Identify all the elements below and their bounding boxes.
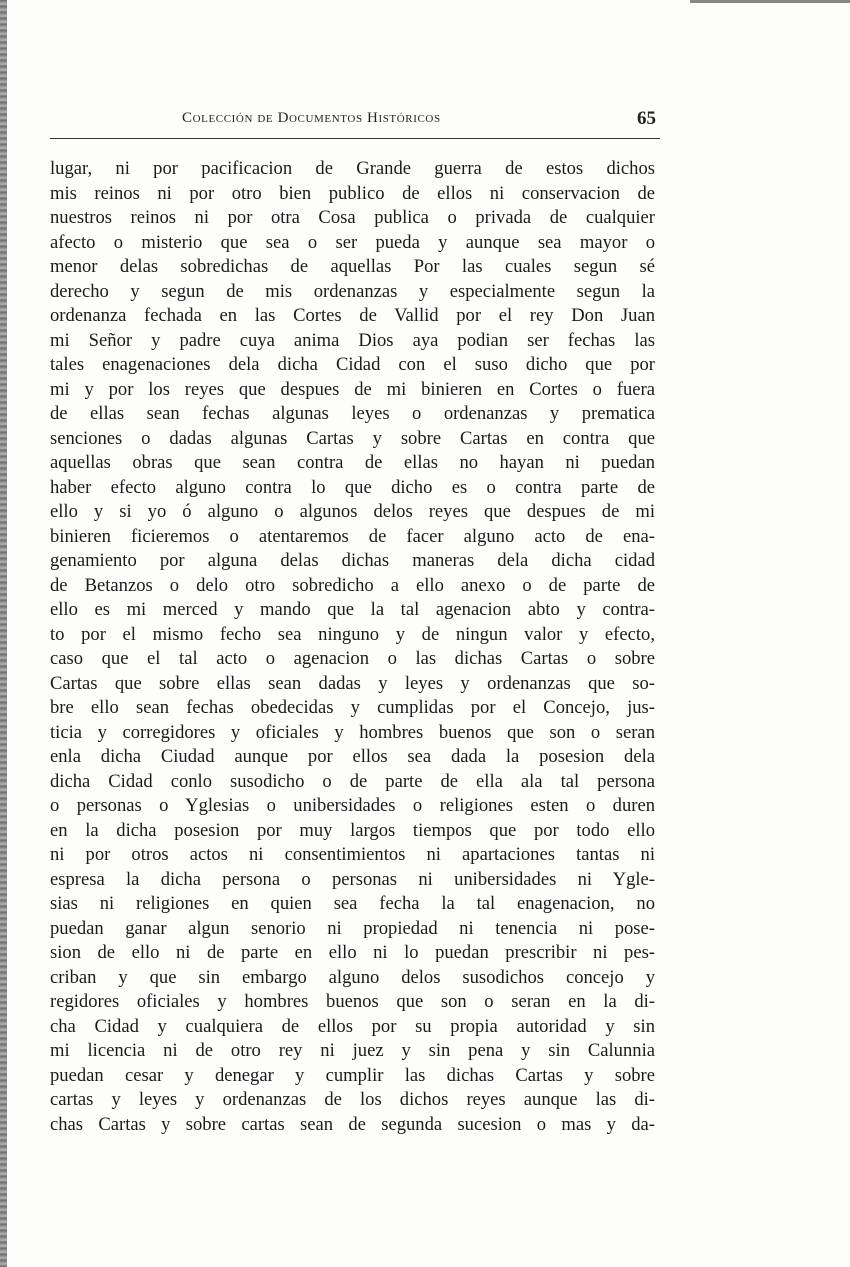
text-line: genamiento por alguna delas dichas maneras dela dicha cidad [50,550,655,571]
text-line: mi y por los reyes que despues de mi binieren en Cortes o fuera [50,378,655,400]
text-line: puedan cesar y denegar y cumplir las dichas Cartas y sobre [50,1064,655,1086]
text-line: chas Cartas y sobre cartas sean de segunda sucesion o mas y da- [50,1113,655,1135]
text-line: aquellas obras que sean contra de ellas no hayan ni puedan [50,452,655,473]
text-line: o personas o Yglesias o unibersidades o religiones esten o duren [50,795,655,816]
text-line: Cartas que sobre ellas sean dadas y leyes y ordenanzas que so- [50,672,655,694]
text-line: puedan ganar algun senorio ni propiedad ni tenencia ni pose- [50,917,655,939]
text-line: sias ni religiones en quien sea fecha la tal enagenacion, no [50,893,655,914]
text-line: mis reinos ni por otro bien publico de ellos ni conservacion de [50,182,655,204]
text-line: to por el mismo fecho sea ninguno y de ningun valor y efecto, [50,623,655,645]
text-line: espresa la dicha persona o personas ni unibersidades ni Ygle- [50,868,655,890]
text-line: en la dicha posesion por muy largos tiempos que por todo ello [50,819,655,841]
text-line: ticia y corregidores y oficiales y hombres buenos que son o seran [50,721,655,743]
scan-binding-edge [0,0,7,1267]
scan-top-edge [690,0,850,3]
text-line: dicha Cidad conlo susodicho o de parte de ella ala tal persona [50,770,655,792]
text-line: sion de ello ni de parte en ello ni lo puedan prescribir ni pes- [50,942,655,963]
text-line: ello es mi merced y mando que la tal agenacion abto y contra- [50,599,655,620]
text-line: ello y si yo ó alguno o algunos delos reyes que despues de mi [50,501,655,522]
text-line: bre ello sean fechas obedecidas y cumplidas por el Concejo, jus- [50,697,655,718]
text-line: derecho y segun de mis ordenanzas y especialmente segun la [50,280,655,302]
header-rule [50,138,660,139]
page-header [50,104,660,138]
text-line: cha Cidad y cualquiera de ellos por su propia autoridad y sin [50,1015,655,1037]
text-line: regidores oficiales y hombres buenos que son o seran en la di- [50,991,655,1012]
text-line: criban y que sin embargo alguno delos susodichos concejo y [50,966,655,988]
text-line: mi Señor y padre cuya anima Dios aya podian ser fechas las [50,329,655,351]
text-line: nuestros reinos ni por otra Cosa publica o privada de cualquier [50,207,655,228]
page-number: 65 [637,108,656,129]
running-title: Colección de Documentos Históricos [182,110,441,126]
text-line: enla dicha Ciudad aunque por ellos sea dada la posesion dela [50,746,655,767]
text-line: de ellas sean fechas algunas leyes o ordenanzas y prematica [50,403,655,424]
text-line: ordenanza fechada en las Cortes de Vallid por el rey Don Juan [50,305,655,326]
text-line: haber efecto alguno contra lo que dicho es o contra parte de [50,476,655,498]
text-line: afecto o misterio que sea o ser pueda y aunque sea mayor o [50,231,655,253]
text-line: cartas y leyes y ordenanzas de los dichos reyes aunque las di- [50,1089,655,1110]
text-line: mi licencia ni de otro rey ni juez y sin pena y sin Calunnia [50,1040,655,1061]
text-line: menor delas sobredichas de aquellas Por las cuales segun sé [50,256,655,277]
text-line: de Betanzos o delo otro sobredicho a ello anexo o de parte de [50,574,655,596]
text-line: caso que el tal acto o agenacion o las dichas Cartas o sobre [50,648,655,669]
text-line: senciones o dadas algunas Cartas y sobre Cartas en contra que [50,427,655,449]
text-line: ni por otros actos ni consentimientos ni apartaciones tantas ni [50,844,655,865]
text-line: tales enagenaciones dela dicha Cidad con el suso dicho que por [50,354,655,375]
text-line: lugar, ni por pacificacion de Grande guerra de estos dichos [50,158,655,179]
text-line: binieren ficieremos o atentaremos de facer alguno acto de ena- [50,525,655,547]
body-text [50,157,655,1137]
